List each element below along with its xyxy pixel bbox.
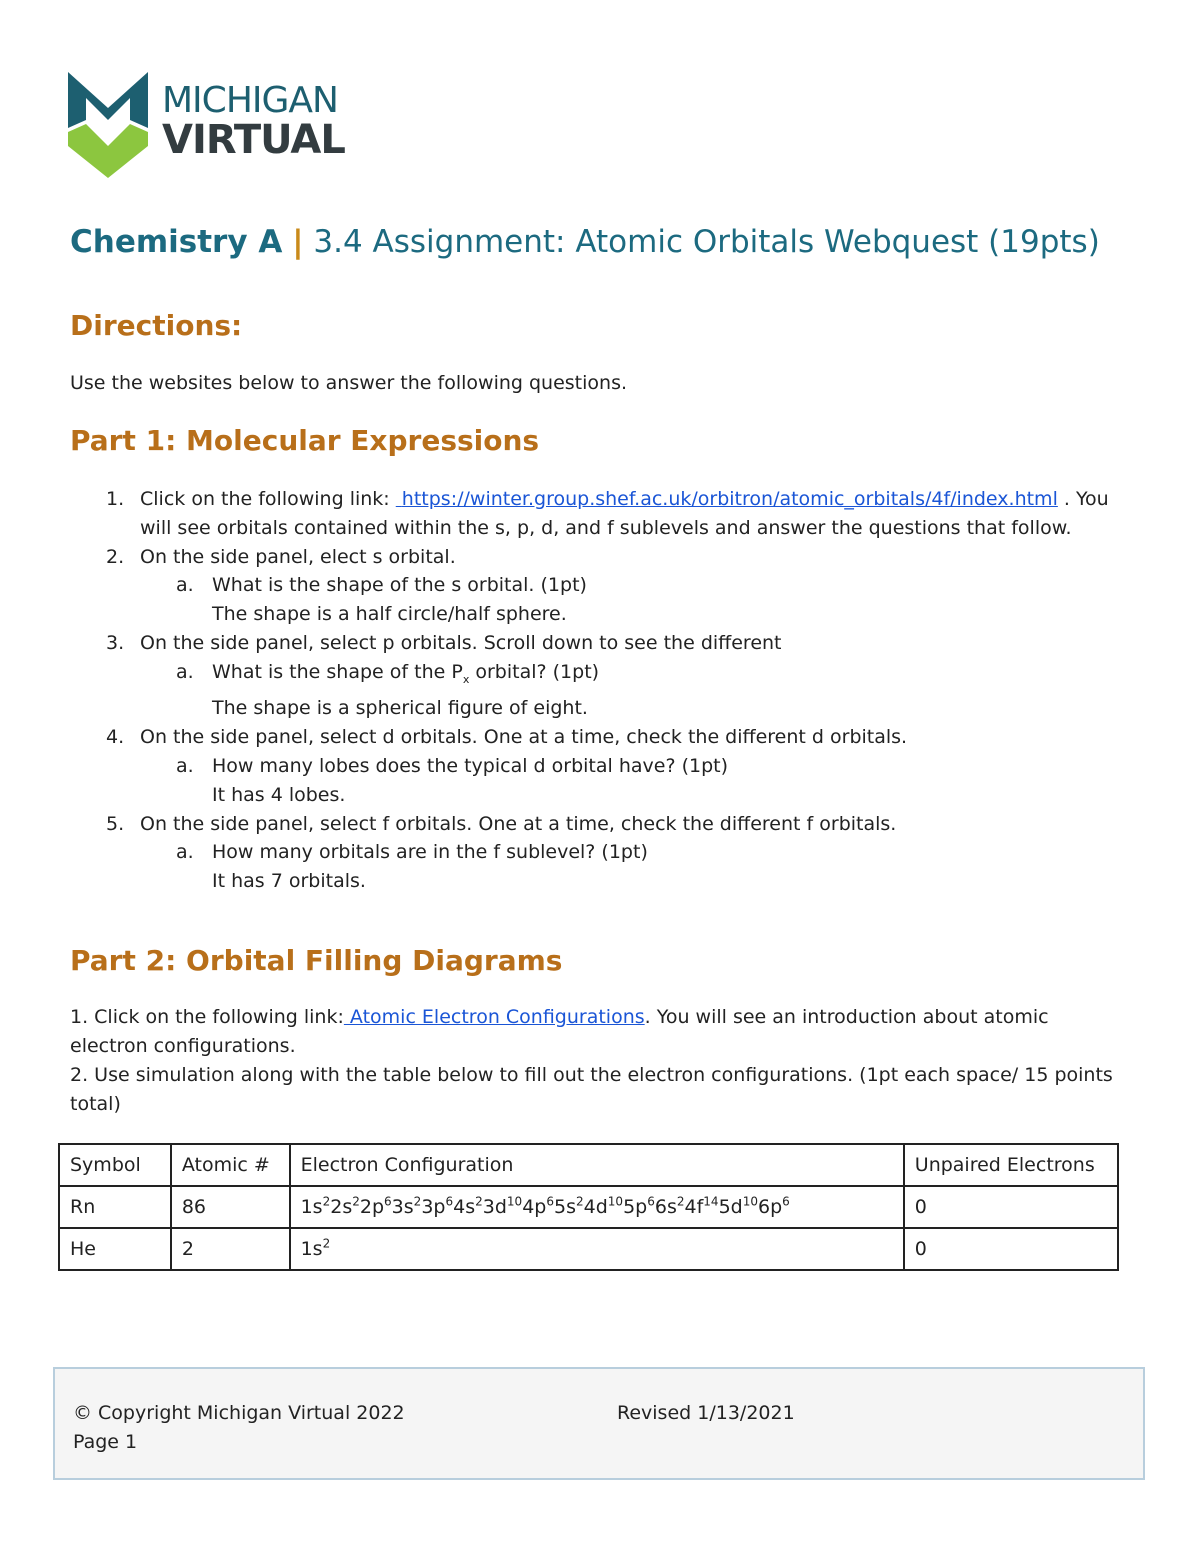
header-electron-configuration: Electron Configuration: [290, 1144, 904, 1186]
list-item: 3. On the side panel, select p orbitals. Scroll down to see the different a. What is the shape of the $P_x$ orbital? (1pt) The shape is a spherical figure of eight.: [70, 629, 1130, 723]
orbital-term: $6p^6$: [758, 1194, 790, 1218]
sub-list-item: a. How many orbitals are in the f sublevel? (1pt) It has 7 orbitals.: [140, 838, 1130, 896]
copyright-text: © Copyright Michigan Virtual 2022: [73, 1402, 405, 1424]
course-name: Chemistry A: [70, 224, 283, 260]
answer-text: It has 7 orbitals.: [212, 870, 366, 893]
orbitron-link[interactable]: https://winter.group.shef.ac.uk/orbitron/atomic_orbitals/4f/index.html: [401, 488, 1058, 510]
question-text: How many orbitals are in the f sublevel? (1pt): [212, 841, 648, 864]
page-number: Page 1: [73, 1431, 138, 1453]
electron-count: 6: [546, 1194, 554, 1209]
title-separator: |: [292, 224, 304, 260]
electron-count: 2: [676, 1194, 685, 1209]
header-atomic-number: Atomic #: [171, 1144, 290, 1186]
atomic-electron-configurations-link[interactable]: Atomic Electron Configurations: [343, 1006, 645, 1028]
revised-date: Revised 1/13/2021: [617, 1402, 795, 1424]
cell-unpaired-electrons: 0: [904, 1186, 1118, 1228]
part1-heading: Part 1: Molecular Expressions: [70, 424, 540, 457]
electron-count: 2: [413, 1194, 422, 1209]
orbital-term: $4d^{10}$: [583, 1194, 624, 1218]
orbital-term: $2s^2$: [330, 1194, 360, 1218]
part2-line2: 2. Use simulation along with the table below to fill out the electron configurations. (1pt each space/ 15 points total): [70, 1064, 1113, 1115]
answer-text: The shape is a half circle/half sphere.: [212, 603, 567, 626]
orbital-term: $6s^2$: [654, 1194, 685, 1218]
cell-electron-configuration: [290, 1228, 904, 1270]
cell-symbol: He: [59, 1228, 171, 1270]
electron-count: 2: [352, 1194, 360, 1209]
electron-configuration-table: [58, 1143, 1119, 1271]
electron-count: 2: [575, 1194, 584, 1209]
part2-heading: Part 2: Orbital Filling Diagrams: [70, 944, 563, 977]
sub-list: [140, 658, 1130, 723]
header-unpaired-electrons: Unpaired Electrons: [904, 1144, 1118, 1186]
table-row: [59, 1186, 1118, 1228]
assignment-name: 3.4 Assignment: Atomic Orbitals Webquest (19pts): [313, 224, 1100, 260]
orbital-term: $1s^2$: [300, 1236, 331, 1260]
header-symbol: Symbol: [59, 1144, 171, 1186]
part2-line1: 1. Click on the following link: Atomic Electron Configurations. You will see an introduction about atomic electron configurations.: [70, 1006, 1049, 1057]
directions-text: Use the websites below to answer the following questions.: [70, 372, 628, 394]
sub-list-item: a. What is the shape of the s orbital. (1pt) The shape is a half circle/half sphere.: [140, 571, 1130, 629]
part1-list: [70, 485, 1130, 896]
electron-count: 10: [742, 1194, 758, 1209]
directions-heading: Directions:: [70, 309, 243, 342]
question-text: How many lobes does the typical d orbital have? (1pt): [212, 754, 728, 777]
electron-count: 2: [475, 1194, 483, 1209]
orbital-term: $4s^2$: [453, 1194, 483, 1218]
list-item: 5. On the side panel, select f orbitals. One at a time, check the different f orbitals. a. How many orbitals are in the f sublevel? (1pt) It has 7 orbitals.: [70, 810, 1130, 896]
orbital-term: $1s^2$: [300, 1194, 331, 1218]
sub-list: [140, 752, 1130, 810]
orbital-term: $5s^2$: [553, 1194, 584, 1218]
orbital-term: $3p^6$: [421, 1194, 454, 1218]
cell-electron-configuration: [290, 1186, 904, 1228]
list-item: 4. On the side panel, select d orbitals. One at a time, check the different d orbitals. a. How many lobes does the typical d orbital have? (1pt) It has 4 lobes.: [70, 723, 1130, 809]
orbital-term: $3s^2$: [391, 1194, 422, 1218]
page-title: [70, 224, 1100, 260]
electron-count: 10: [607, 1194, 624, 1209]
electron-count: 6: [384, 1194, 392, 1209]
answer-text: The shape is a spherical figure of eight.: [212, 697, 588, 720]
sub-list: [140, 571, 1130, 629]
part2-text: [70, 1003, 1130, 1119]
electron-count: 6: [782, 1194, 790, 1209]
cell-atomic-number: 2: [171, 1228, 290, 1270]
answer-text: It has 4 lobes.: [212, 783, 346, 806]
list-item: 1. Click on the following link: https://winter.group.shef.ac.uk/orbitron/atomic_orbitals/4f/index.html . You will see orbitals contained within the s, p, d, and f sublevels and answer the questions that follow.: [106, 488, 1109, 539]
electron-count: 10: [506, 1194, 523, 1209]
electron-count: 6: [445, 1194, 454, 1209]
table-header-row: [59, 1144, 1118, 1186]
orbital-term: $5p^6$: [623, 1194, 655, 1218]
table-row: [59, 1228, 1118, 1270]
cell-symbol: Rn: [59, 1186, 171, 1228]
logo-mark-icon: [68, 68, 158, 183]
electron-count: 6: [647, 1194, 655, 1209]
question-text: What is the shape of the s orbital. (1pt): [212, 574, 587, 597]
question-text: What is the shape of the $P_x$ orbital? (1pt): [212, 660, 600, 686]
sub-list-item: a. What is the shape of the $P_x$ orbital? (1pt) The shape is a spherical figure of eight.: [140, 658, 1130, 723]
cell-unpaired-electrons: 0: [904, 1228, 1118, 1270]
orbital-term: $4f^{14}$: [684, 1194, 719, 1218]
orbital-term: $5d^{10}$: [718, 1194, 758, 1218]
footer-box: [53, 1367, 1145, 1480]
orbital-term: $2p^6$: [359, 1194, 392, 1218]
sub-list-item: a. How many lobes does the typical d orbital have? (1pt) It has 4 lobes.: [140, 752, 1130, 810]
electron-count: 2: [322, 1194, 331, 1209]
electron-count: 14: [703, 1194, 719, 1209]
orbital-term: $3d^{10}$: [482, 1194, 523, 1218]
electron-count: 2: [322, 1236, 331, 1251]
logo-wordmark: MICHIGAN VIRTUAL: [162, 80, 345, 163]
michigan-virtual-logo: [68, 68, 368, 183]
list-item: 2. On the side panel, elect s orbital. a. What is the shape of the s orbital. (1pt) The shape is a half circle/half sphere.: [70, 543, 1130, 629]
sub-list: [140, 838, 1130, 896]
footer-left: [73, 1399, 405, 1457]
cell-atomic-number: 86: [171, 1186, 290, 1228]
orbital-term: $4p^6$: [522, 1194, 554, 1218]
